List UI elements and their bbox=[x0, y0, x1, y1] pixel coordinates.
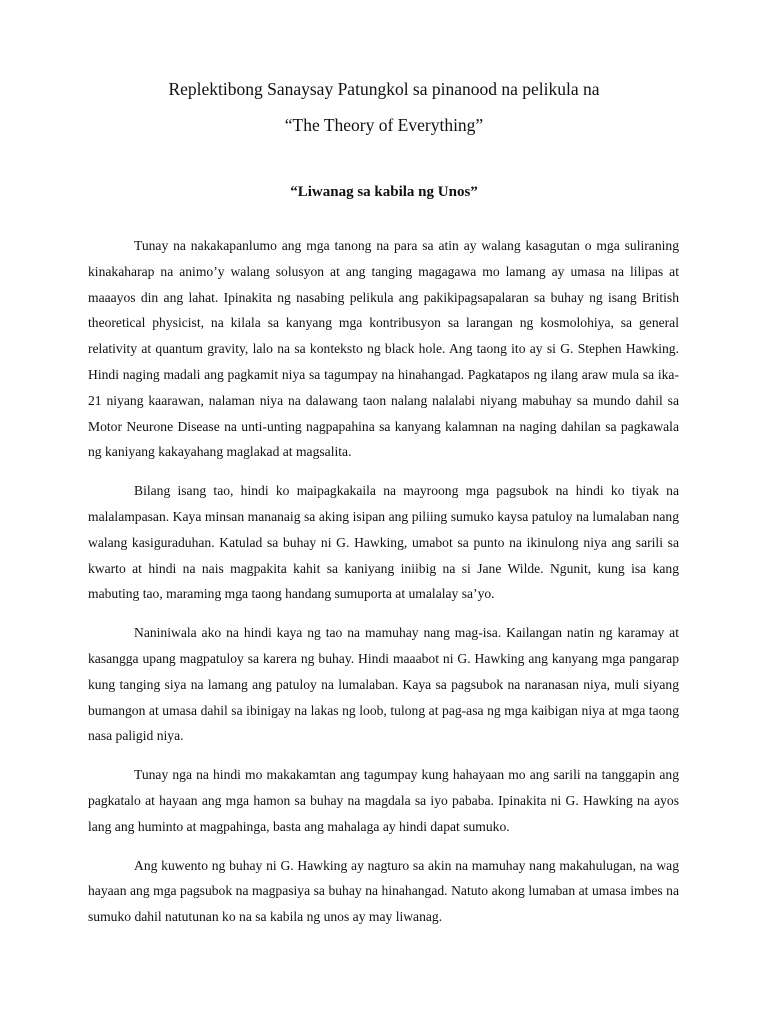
document-title-line-1: Replektibong Sanaysay Patungkol sa pinanood na pelikula na bbox=[168, 79, 600, 99]
paragraph-2: Bilang isang tao, hindi ko maipagkakaila na mayroong mga pagsubok na hindi ko tiyak na malalampasan. Kaya minsan mananaig sa aking isipan ang piliing sumuko kaysa patuloy na lumalaban nang walang kasiguraduhan. Katulad sa buhay ni G. Hawking, umabot sa punto na ikinulong niya ang sarili sa kwarto at hindi na nais magpakita kahit sa kaniyang iniibig na si Jane Wilde. Ngunit, kung isa kang mabuting tao, maraming mga taong handang sumuporta at umalalay sa’yo. bbox=[88, 483, 679, 602]
paragraph-1: Tunay na nakakapanlumo ang mga tanong na para sa atin ay walang kasagutan o mga suliraning kinakaharap na animo’y walang solusyon at ang tanging magagawa mo lamang ay umasa na lilipas at maaayos din ang lahat. Ipinakita ng nasabing pelikula ang pakikipagsapalaran sa buhay ng isang British theoretical physicist, na kilala sa kanyang mga kontribusyon sa larangan ng kosmolohiya, sa general relativity at quantum gravity, lalo na sa konteksto ng black hole. Ang taong ito ay si G. Stephen Hawking. Hindi naging madali ang pagkamit niya sa tagumpay na hinahangad. Pagkatapos ng ilang araw mula sa ika-21 niyang kaarawan, nalaman niya na dalawang taon nalang nalalabi niyang mabuhay sa mundo dahil sa Motor Neurone Disease na unti-unting nagpapahina sa kanyang kalamnan na naging dahilan sa pagkawala ng kaniyang kakayahang maglakad at magsalita. bbox=[88, 238, 679, 460]
essay-body bbox=[88, 233, 679, 943]
essay-subtitle: “Liwanag sa kabila ng Unos” bbox=[290, 184, 478, 200]
paragraph-4: Tunay nga na hindi mo makakamtan ang tagumpay kung hahayaan mo ang sarili na tanggapin ang pagkatalo at hayaan ang mga hamon sa buhay na magdala sa iyo pababa. Ipinakita ni G. Hawking na ayos lang ang huminto at magpahinga, basta ang mahalaga ay hindi dapat sumuko. bbox=[88, 767, 679, 834]
paragraph-5: Ang kuwento ng buhay ni G. Hawking ay nagturo sa akin na mamuhay nang makahulugan, na wag hayaan ang mga pagsubok na magpasiya sa buhay na hinahangad. Natuto akong lumaban at umasa imbes na sumuko dahil natutunan ko na sa kabila ng unos ay may liwanag. bbox=[88, 857, 679, 925]
paragraph-3: Naniniwala ako na hindi kaya ng tao na mamuhay nang mag-isa. Kailangan natin ng karamay at kasangga upang magpatuloy sa karera ng buhay. Hindi maaabot ni G. Hawking ang kanyang mga pangarap kung tanging siya na lamang ang patuloy na lumalaban. Kaya sa pagsubok na naranasan niya, muli siyang bumangon at umasa dahil sa ibinigay na lakas ng loob, tulong at pag-asa ng mga kaibigan niya at mga taong nasa paligid niya. bbox=[88, 625, 679, 744]
document-title-line-2: “The Theory of Everything” bbox=[284, 115, 484, 135]
